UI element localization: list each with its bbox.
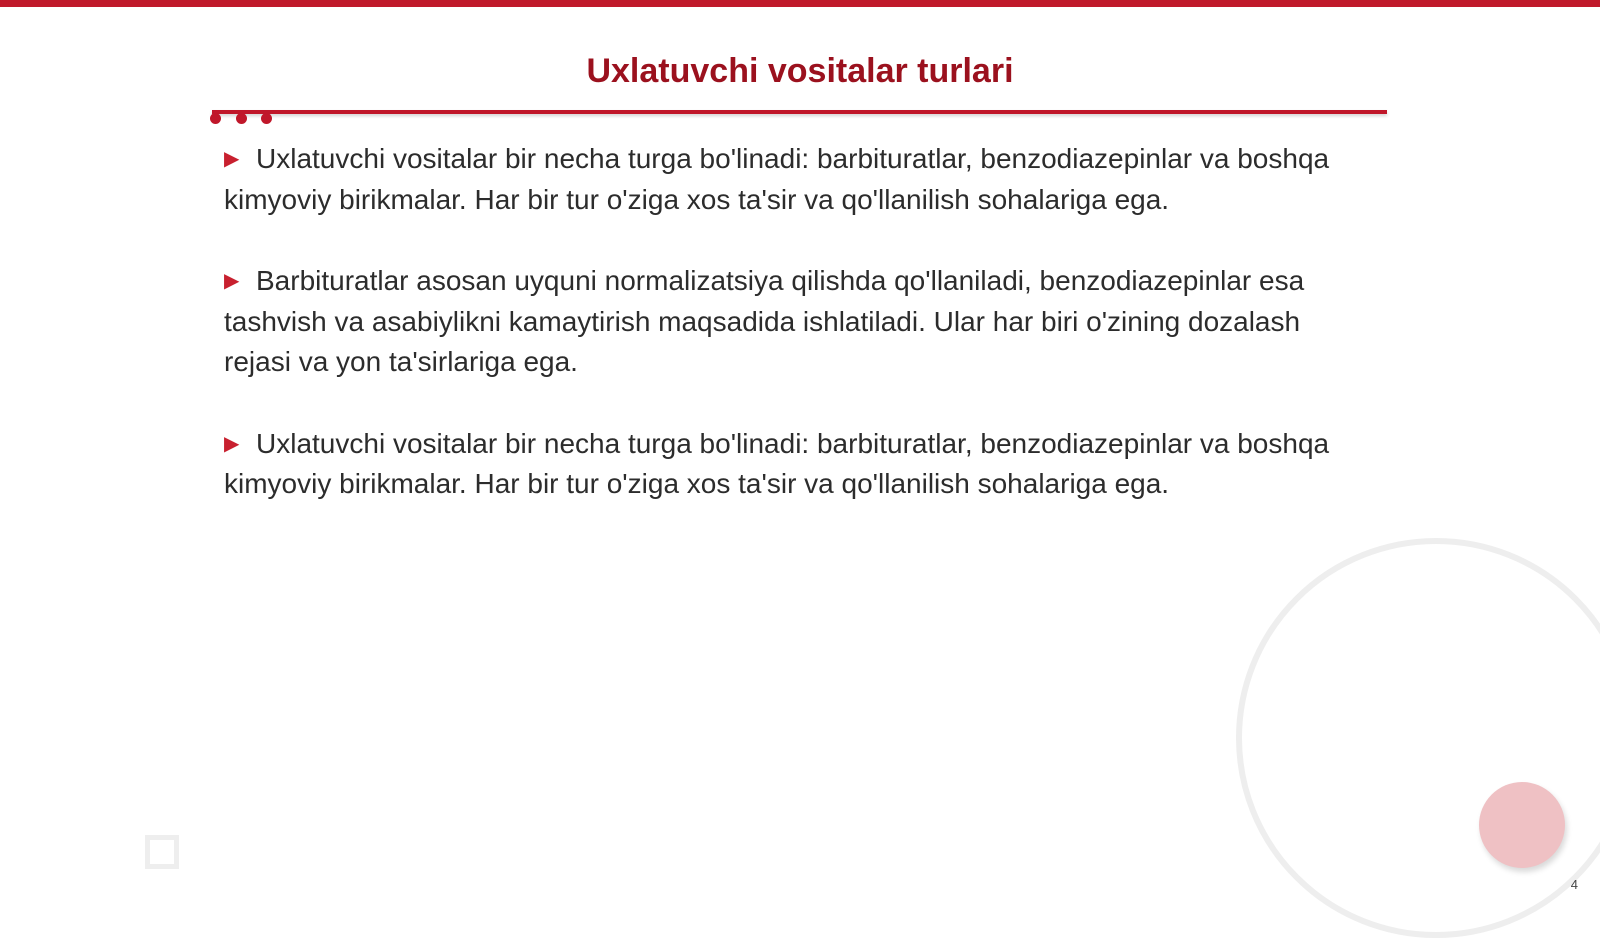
bullet-item	[224, 139, 1374, 220]
decor-circle-outline	[1236, 538, 1600, 938]
bullet-list	[224, 139, 1374, 546]
bullet-item	[224, 424, 1374, 505]
title-underline	[212, 110, 1387, 114]
decor-dot-2	[236, 113, 247, 124]
triangle-bullet-icon: ▶	[224, 270, 240, 292]
slide-number: 4	[1570, 877, 1578, 892]
decor-dot-1	[210, 113, 221, 124]
decor-pink-circle	[1479, 782, 1565, 868]
slide-title: Uxlatuvchi vositalar turlari	[586, 52, 1014, 90]
triangle-bullet-icon: ▶	[224, 432, 240, 455]
decor-dot-3	[261, 113, 272, 124]
bullet-text: Barbituratlar asosan uyquni normalizatsiya qilishda qo'llaniladi, benzodiazepinlar esa tashvish va asabiylikni kamaytirish maqsadida ishlatiladi. Ular har biri o'zining dozalash rejasi va yon ta'sirlariga ega.	[224, 265, 1305, 377]
decor-square-outline	[145, 835, 179, 869]
bullet-item	[224, 261, 1374, 383]
bullet-text: Uxlatuvchi vositalar bir necha turga bo'linadi: barbituratlar, benzodiazepinlar va boshqa kimyoviy birikmalar. Har bir tur o'ziga xos ta'sir va qo'llanilish sohalariga ega.	[224, 143, 1330, 215]
top-accent-bar	[0, 0, 1600, 7]
triangle-bullet-icon: ▶	[224, 148, 240, 170]
bullet-text: Uxlatuvchi vositalar bir necha turga bo'linadi: barbituratlar, benzodiazepinlar va boshqa kimyoviy birikmalar. Har bir tur o'ziga xos ta'sir va qo'llanilish sohalariga ega.	[224, 427, 1330, 499]
